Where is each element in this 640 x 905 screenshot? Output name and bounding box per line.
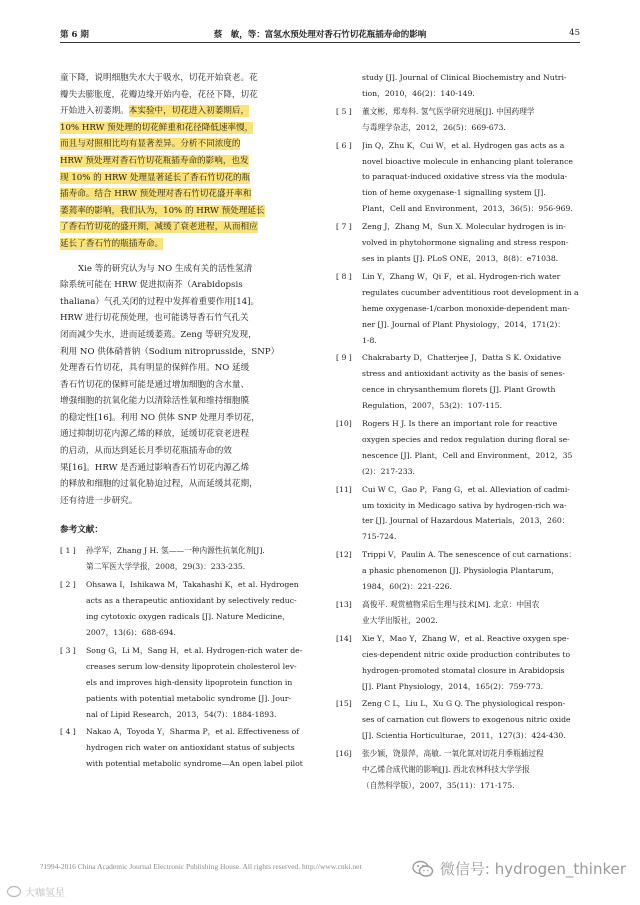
text-line: Xie 等的研究认为与 NO 生成有关的活性氢清 — [78, 263, 253, 274]
reference-item — [336, 597, 594, 629]
reference-item — [336, 746, 594, 794]
text-line: thaliana）气孔关闭的过程中发挥着重要作用[14]。 — [60, 296, 260, 307]
reference-line: Jin Q，Zhu K，Cui W，et al. Hydrogen gas acts as a — [362, 140, 565, 150]
reference-line: 孙学军，Zhang J H. 氢——一种内源性抗氧化剂[J]. — [86, 546, 265, 556]
reference-item — [336, 104, 594, 136]
reference-number: [15] — [336, 699, 352, 709]
text-line: 的释放和细胞的过氧化胁迫过程，从而延缓其花期， — [60, 479, 258, 490]
reference-list-right — [336, 70, 594, 794]
text-line: 通过抑制切花内源乙烯的释放，延缓切花衰老进程 — [60, 429, 250, 440]
reference-line: 2007，13(6)：688-694. — [86, 627, 176, 637]
reference-line: cence in chrysanthemum florets [J]. Plant Growth — [362, 385, 556, 395]
reference-item — [336, 70, 594, 102]
reference-number: [12] — [336, 550, 352, 560]
reference-item — [336, 696, 594, 744]
highlighted-text: HRW 预处理对香石竹切花瓶插寿命的影响，也发 — [60, 155, 249, 166]
page-number: 45 — [569, 28, 580, 38]
reference-line: ner [J]. Journal of Plant Physiology，2014，171(2)： — [362, 319, 566, 329]
reference-number: [ 1 ] — [60, 546, 76, 556]
reference-line: volved in phytohormone signaling and stress respon- — [362, 238, 569, 248]
reference-number: [ 6 ] — [336, 140, 352, 150]
text-line — [60, 153, 322, 170]
wechat-icon — [412, 860, 434, 878]
reference-line: to paraquat-induced oxidative stress via the modula- — [362, 172, 568, 182]
left-column — [60, 70, 322, 774]
copyright-line: ?1994-2016 China Academic Journal Electronic Publishing House. All rights reserved. http://www.cnki.net — [40, 862, 362, 871]
reference-line: 高俊平. 观赏植物采后生理与技术[M]. 北京：中国农 — [362, 600, 540, 609]
reference-line: Xie Y，Mao Y，Zhang W，et al. Reactive oxygen spe- — [362, 633, 570, 643]
reference-item — [60, 577, 322, 641]
reference-line: 董文彬，郑寿科. 氢气医学研究进展[J]. 中国药理学 — [362, 106, 535, 116]
reference-line: ses of carnation cut flowers to exogenous nitric oxide — [362, 715, 571, 725]
reference-item — [336, 631, 594, 695]
text-line — [60, 203, 322, 220]
reference-line: Ohsawa I，Ishikawa M，Takahashi K，et al. Hydrogen — [86, 580, 299, 590]
text-line: 除系统可能在 HRW 促进拟南芥（Arabidopsis — [60, 280, 243, 291]
reference-item — [336, 269, 594, 349]
corner-watermark — [6, 884, 65, 899]
chat-bubble-icon — [6, 885, 22, 899]
reference-line: hydrogen rich water on antioxidant status of subjects — [86, 743, 295, 753]
text-line — [60, 236, 322, 253]
reference-line: tion，2010，46(2)：140-149. — [362, 88, 475, 98]
reference-line: Chakrabarty D，Chatterjee J，Datta S K. Oxidative — [362, 353, 562, 363]
reference-number: [14] — [336, 633, 352, 643]
text-line — [60, 103, 322, 120]
reference-line: Rogers H J. Is there an important role for reactive — [362, 419, 558, 429]
reference-line: Zeng C L，Liu L，Xu G Q. The physiological respon- — [362, 699, 566, 709]
reference-line: Plant，Cell and Environment，2013，36(5)：956-969. — [362, 204, 573, 214]
highlighted-text: 10% HRW 预处理的切花鲜重和花径降低速率慢， — [60, 122, 254, 133]
reference-number: [ 3 ] — [60, 645, 76, 655]
reference-number: [13] — [336, 600, 352, 609]
references-heading: 参考文献： — [60, 525, 103, 536]
reference-line: 1984，60(2)：221-226. — [362, 582, 452, 592]
reference-line: Zeng J，Zhang M，Sun X. Molecular hydrogen is in- — [362, 222, 566, 232]
reference-item — [336, 350, 594, 414]
text-line — [60, 120, 322, 137]
reference-line: ses in plants [J]. PLoS ONE，2013，8(8)：e71038. — [362, 253, 559, 263]
text-line: 的稳定性[16]。利用 NO 供体 SNP 处理月季切花， — [60, 412, 260, 423]
text-line: 还有待进一步研究。 — [60, 495, 138, 506]
highlighted-text: 现 10% 的 HRW 处理显著延长了香石竹切花的瓶 — [60, 172, 251, 183]
reference-line: 业大学出版社，2002. — [362, 615, 438, 625]
text-line: 增强细胞的抗氧化能力以清除活性氧和维持细胞膜 — [60, 396, 250, 407]
text-line — [60, 170, 322, 187]
reference-number: [10] — [336, 419, 352, 429]
reference-line: 中乙烯合成代谢的影响[J]. 西北农林科技大学学报 — [362, 765, 530, 775]
reference-item — [336, 547, 594, 595]
reference-line: Song G，Li M，Sang H，et al. Hydrogen-rich water de- — [86, 645, 303, 655]
reference-line: 715-724. — [362, 532, 397, 542]
highlighted-text: 萎蔫率的影响，我们认为，10% 的 HRW 预处理延长 — [60, 205, 265, 216]
reference-line: Cui W C，Gao P，Fang G，et al. Alleviation of cadmi- — [362, 484, 570, 494]
wechat-watermark — [412, 858, 626, 879]
reference-line: regulates cucumber adventitious root development in a — [362, 287, 579, 297]
text-line: 的启动，从而达到延长月季切花瓶插寿命的效 — [60, 446, 232, 457]
reference-line: nescence [J]. Plant，Cell and Environment，2012，35 — [362, 450, 573, 460]
highlighted-text: 了香石竹切花的盛开期，减缓了衰老进程，从而相应 — [60, 222, 258, 233]
text-line: 处理香石竹切花，具有明显的保鲜作用。NO 延缓 — [60, 363, 250, 374]
reference-number: [ 4 ] — [60, 727, 76, 737]
reference-item — [60, 643, 322, 723]
text-line: 童下降，说明细胞失水大于吸水，切花开始衰老。花 — [60, 73, 258, 83]
reference-number: [ 5 ] — [336, 106, 352, 116]
reference-item — [336, 482, 594, 546]
reference-line: ing cytotoxic oxygen radicals [J]. Nature Medicine， — [86, 612, 290, 622]
reference-line: heme oxygenase-1/carbon monoxide-dependent man- — [362, 303, 570, 313]
reference-line: Lin Y，Zhang W，Qi F，et al. Hydrogen-rich water — [362, 271, 561, 281]
paragraph-discussion-1 — [60, 70, 322, 253]
reference-line: hydrogen-promoted stomatal closure in Arabidopsis — [362, 665, 565, 675]
watermark-text: 微信号: hydrogen_thinker — [439, 860, 626, 878]
reference-line: (2)：217-233. — [362, 466, 415, 476]
reference-number: [ 2 ] — [60, 580, 76, 590]
text-run: 开始进入初萎期。 — [60, 106, 129, 117]
reference-item — [336, 138, 594, 218]
reference-number: [ 8 ] — [336, 271, 352, 281]
highlighted-text: 延长了香石竹的瓶插寿命。 — [60, 238, 164, 249]
running-title: 蔡 敏，等：富氢水预处理对香石竹切花瓶插寿命的影响 — [213, 30, 427, 40]
reference-line: 张少颖，饶景萍，高敏. 一氧化氮对切花月季瓶插过程 — [362, 749, 544, 759]
text-line — [60, 186, 322, 203]
reference-item — [60, 543, 322, 575]
reference-line: tion of heme oxygenase-1 signalling system [J]. — [362, 188, 546, 198]
text-line: 果[16]。HRW 是否通过影响香石竹切花内源乙烯 — [60, 462, 250, 473]
reference-line: （自然科学版），2007，35(11)：171-175. — [362, 780, 515, 790]
reference-line: with potential metabolic syndrome—An open label pilot — [86, 759, 303, 769]
reference-line: [J]. Scientia Horticulturae，2011，127(3)：424-430. — [362, 731, 566, 741]
reference-number: [ 7 ] — [336, 222, 352, 232]
reference-line: acts as a therapeutic antioxidant by selectively reduc- — [86, 596, 297, 606]
text-line: 利用 NO 供体硝普钠（Sodium nitroprusside，SNP） — [60, 346, 280, 357]
reference-line: [J]. Plant Physiology，2014，165(2)：759-773. — [362, 681, 544, 691]
text-line: 瓣失去膨胀度，花瓣边缘开始内卷，花径下降，切花 — [60, 89, 258, 100]
reference-item — [336, 416, 594, 480]
reference-line: nal of Lipid Research，2013，54(7)：1884-1893. — [86, 709, 277, 719]
highlighted-text: 本实验中，切花进入初萎期后， — [128, 106, 250, 117]
text-line — [60, 219, 322, 236]
reference-line: 1-8. — [362, 335, 377, 345]
reference-number: [11] — [336, 484, 352, 494]
reference-line: stress and antioxidant activity as the basis of senes- — [362, 369, 565, 379]
text-line: 闭而减少失水，进而延缓萎蔫。Zeng 等研究发现， — [60, 329, 257, 340]
reference-line: novel bioactive molecule in enhancing plant tolerance — [362, 156, 573, 166]
highlighted-text: 而且与对照相比均有显著差异。分析不同浓度的 — [60, 139, 241, 150]
reference-number: [ 9 ] — [336, 353, 352, 363]
reference-list-left — [60, 543, 322, 772]
reference-line: um toxicity in Medicago sativa by hydrogen-rich wa- — [362, 500, 567, 510]
issue-number: 第 6 期 — [60, 30, 89, 40]
reference-line: 第二军医大学学报，2008，29(3)：233-235. — [86, 562, 246, 572]
reference-line: Trippi V，Paulin A. The senescence of cut carnations： — [362, 550, 577, 560]
reference-line: cies-dependent nitric oxide production contributes to — [362, 649, 571, 659]
reference-item — [336, 219, 594, 267]
reference-line: a phasic phenomenon [J]. Physiologia Plantarum， — [362, 566, 559, 576]
reference-line: ter [J]. Journal of Hazardous Materials，2013，260： — [362, 516, 570, 526]
reference-line: patients with potential metabolic syndrome [J]. Jour- — [86, 693, 292, 703]
paragraph-discussion-2 — [60, 261, 322, 510]
reference-line: Nakao A，Toyoda Y，Sharma P，et al. Effectiveness of — [86, 727, 300, 737]
right-column — [336, 70, 594, 796]
reference-line: creases serum low-density lipoprotein cholesterol lev- — [86, 661, 297, 671]
reference-line: oxygen species and redox regulation during floral se- — [362, 434, 570, 444]
reference-item — [60, 724, 322, 772]
text-line: 香石竹切花的保鲜可能是通过增加细胞的含水量、 — [60, 379, 250, 390]
reference-line: Regulation，2007，53(2)：107-115. — [362, 401, 503, 411]
highlighted-text: 插寿命。结合 HRW 预处理对香石竹切花盛开率和 — [60, 189, 252, 200]
reference-number: [16] — [336, 749, 352, 759]
text-line: HRW 进行切花预处理，也可能诱导香石竹气孔关 — [60, 313, 249, 324]
running-header — [60, 24, 580, 43]
reference-line: study [J]. Journal of Clinical Biochemistry and Nutri- — [362, 73, 567, 82]
text-line — [60, 136, 322, 153]
reference-line: 与毒理学杂志，2012，26(5)：669-673. — [362, 122, 506, 132]
corner-watermark-text: 大咖氢星 — [25, 888, 65, 899]
reference-line: els and improves high-density lipoprotein function in — [86, 677, 293, 687]
